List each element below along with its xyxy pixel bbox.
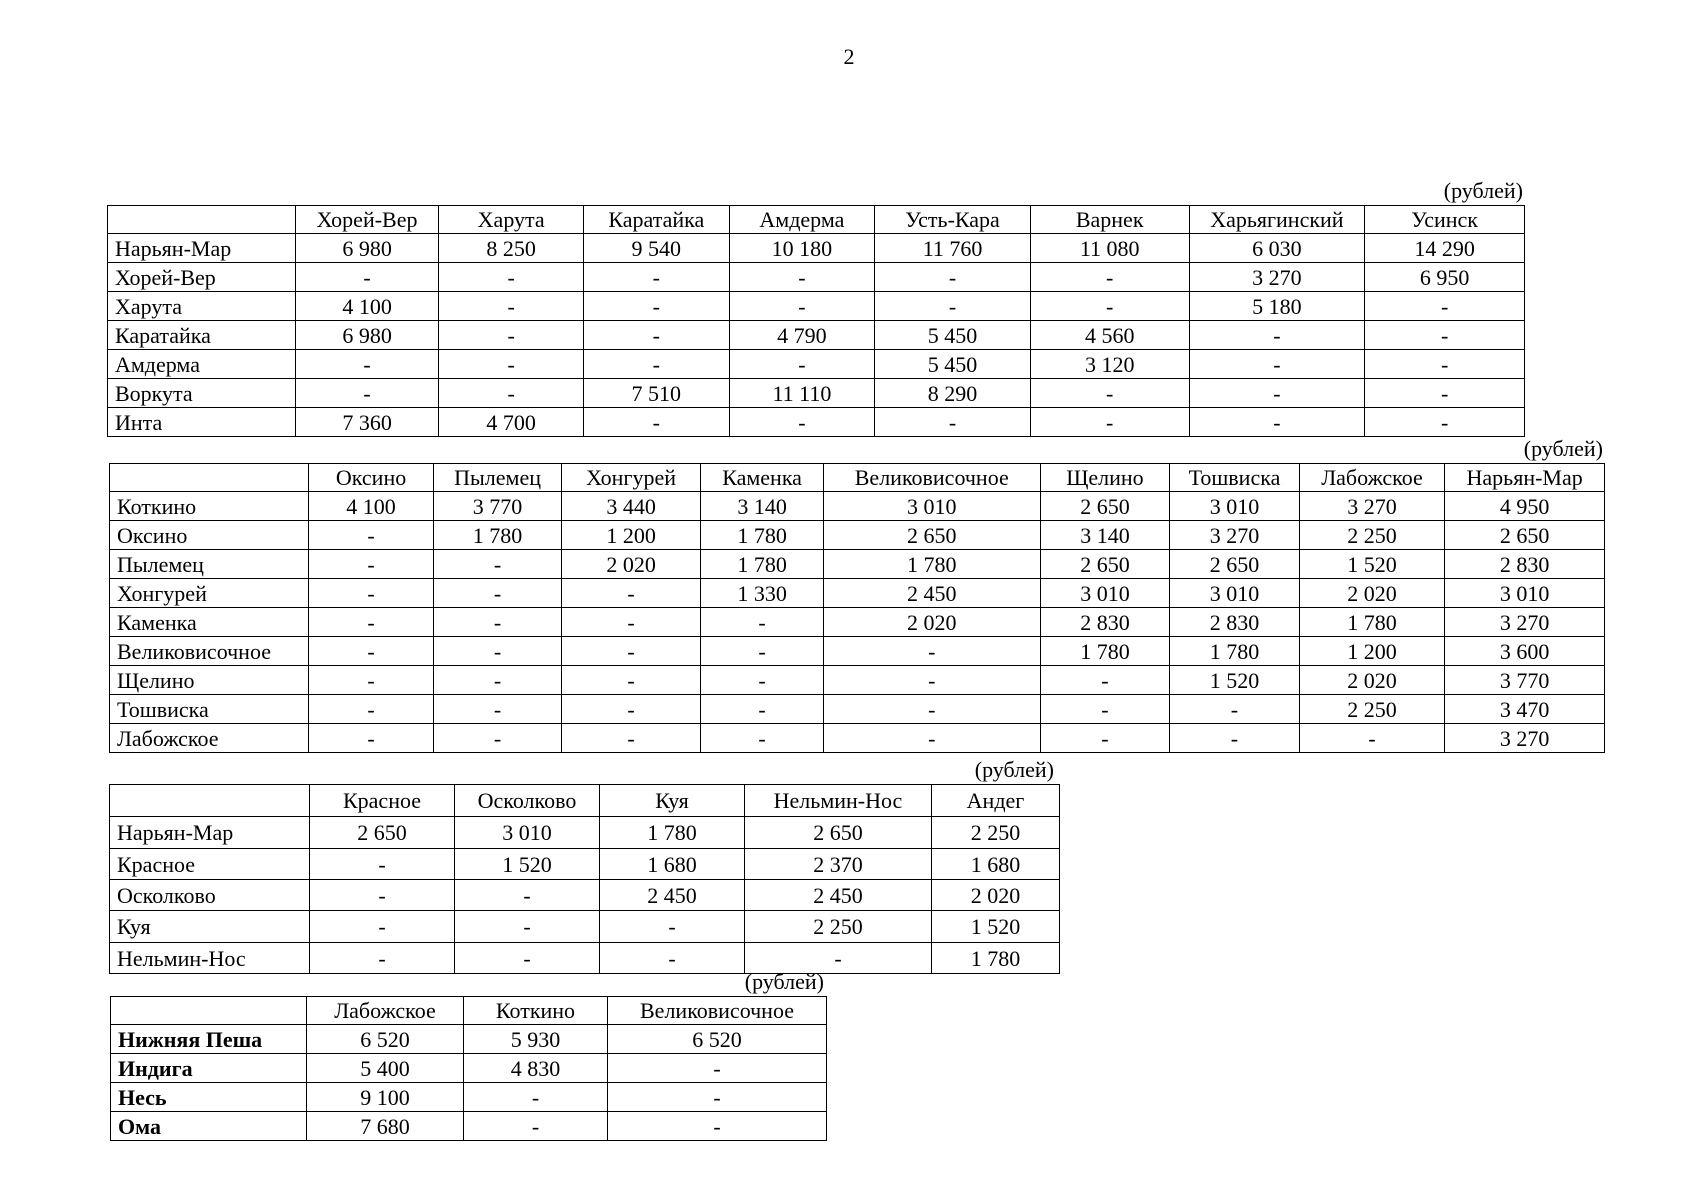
fare-cell: 2 450	[745, 880, 932, 911]
corner-cell	[110, 464, 309, 492]
fare-cell: -	[439, 350, 584, 379]
fare-cell: 10 180	[729, 234, 875, 263]
fare-cell: 4 830	[464, 1054, 608, 1083]
fare-cell: 3 770	[1445, 666, 1605, 695]
row-origin-label: Оксино	[110, 521, 309, 550]
fare-cell: 2 830	[1445, 550, 1605, 579]
column-header: Тошвиска	[1170, 464, 1300, 492]
fare-cell: -	[308, 666, 434, 695]
fare-cell: 3 140	[1040, 521, 1170, 550]
table-row	[108, 234, 1525, 263]
fare-cell: -	[1189, 350, 1365, 379]
fare-cell: -	[561, 666, 701, 695]
table-row	[110, 521, 1605, 550]
fare-cell: -	[1170, 724, 1300, 753]
fare-cell: -	[310, 880, 455, 911]
table-row	[110, 550, 1605, 579]
fare-cell: -	[1040, 666, 1170, 695]
fare-cell: -	[310, 911, 455, 943]
column-header: Пылемец	[434, 464, 562, 492]
fare-cell: 3 270	[1299, 492, 1445, 521]
fare-cell: 9 100	[307, 1083, 464, 1112]
fare-cell: -	[561, 695, 701, 724]
fare-cell: 1 780	[600, 817, 745, 849]
fare-cell: 1 680	[600, 849, 745, 880]
fare-cell: 5 400	[307, 1054, 464, 1083]
fare-cell: 1 330	[701, 579, 823, 608]
column-header: Осколково	[455, 785, 600, 817]
fare-cell: -	[729, 263, 875, 292]
fare-cell: 2 650	[745, 817, 932, 849]
fare-cell: -	[1040, 724, 1170, 753]
table-row	[110, 817, 1060, 849]
page-number: 2	[843, 44, 855, 69]
fare-cell: 5 450	[875, 350, 1031, 379]
fare-cell: 1 780	[823, 550, 1040, 579]
fare-cell: 1 520	[1170, 666, 1300, 695]
row-origin-label: Великовисочное	[110, 637, 309, 666]
fare-cell: 6 030	[1189, 234, 1365, 263]
fare-cell: -	[439, 379, 584, 408]
fare-cell: 4 700	[439, 408, 584, 437]
fare-cell: -	[1189, 321, 1365, 350]
fare-table-block-4	[110, 968, 826, 1141]
fare-cell: -	[875, 292, 1031, 321]
fare-cell: -	[434, 666, 562, 695]
column-header: Хонгурей	[561, 464, 701, 492]
column-header: Усинск	[1365, 206, 1525, 234]
table-row	[110, 637, 1605, 666]
fare-cell: 3 470	[1445, 695, 1605, 724]
fare-cell: 2 250	[1299, 521, 1445, 550]
column-header: Харьягинский	[1189, 206, 1365, 234]
fare-cell: 1 200	[561, 521, 701, 550]
fare-cell: -	[583, 408, 729, 437]
fare-cell: -	[583, 292, 729, 321]
column-header: Каратайка	[583, 206, 729, 234]
fare-cell: 3 770	[434, 492, 562, 521]
row-origin-label: Лабожское	[110, 724, 309, 753]
table-header-row	[108, 206, 1525, 234]
fare-cell: -	[745, 943, 932, 974]
fare-cell: -	[823, 695, 1040, 724]
fare-cell: 4 790	[729, 321, 875, 350]
fare-cell: 3 270	[1445, 724, 1605, 753]
fare-cell: -	[1030, 379, 1189, 408]
fare-cell: -	[701, 695, 823, 724]
fare-cell: -	[308, 550, 434, 579]
fare-cell: 5 180	[1189, 292, 1365, 321]
fare-cell: -	[464, 1112, 608, 1141]
fare-cell: 1 780	[1040, 637, 1170, 666]
currency-unit-label: (рублей)	[744, 969, 824, 994]
fare-cell: -	[729, 350, 875, 379]
fare-cell: 3 010	[455, 817, 600, 849]
column-header: Нарьян-Мар	[1445, 464, 1605, 492]
fare-cell: 2 450	[600, 880, 745, 911]
table-row	[108, 321, 1525, 350]
fare-cell: -	[701, 608, 823, 637]
fare-cell: 9 540	[583, 234, 729, 263]
table-header-row	[110, 464, 1605, 492]
fare-cell: -	[600, 911, 745, 943]
table-row	[110, 724, 1605, 753]
currency-unit-label: (рублей)	[1523, 436, 1603, 461]
fare-cell: 3 270	[1189, 263, 1365, 292]
fare-cell: 11 760	[875, 234, 1031, 263]
fare-cell: 3 140	[701, 492, 823, 521]
table-row	[110, 880, 1060, 911]
fare-cell: 7 680	[307, 1112, 464, 1141]
fare-cell: -	[608, 1054, 827, 1083]
fare-cell: 7 360	[295, 408, 439, 437]
fare-cell: 3 600	[1445, 637, 1605, 666]
fare-cell: -	[464, 1083, 608, 1112]
fare-cell: 1 780	[1299, 608, 1445, 637]
table-row	[108, 408, 1525, 437]
fare-cell: 3 120	[1030, 350, 1189, 379]
fare-cell: -	[875, 408, 1031, 437]
fare-cell: -	[583, 263, 729, 292]
fare-cell: 1 780	[434, 521, 562, 550]
fare-cell: -	[1365, 379, 1525, 408]
fare-cell: -	[1365, 292, 1525, 321]
fare-cell: 1 520	[1299, 550, 1445, 579]
table-row	[111, 1112, 827, 1141]
row-origin-label: Куя	[110, 911, 310, 943]
fare-cell: -	[455, 911, 600, 943]
fare-table	[110, 996, 827, 1141]
row-origin-label: Хонгурей	[110, 579, 309, 608]
fare-cell: 2 020	[823, 608, 1040, 637]
corner-cell	[111, 997, 307, 1025]
fare-cell: -	[439, 292, 584, 321]
row-origin-label: Амдерма	[108, 350, 296, 379]
fare-cell: -	[310, 849, 455, 880]
fare-cell: 2 650	[1170, 550, 1300, 579]
row-origin-label: Инта	[108, 408, 296, 437]
corner-cell	[110, 785, 310, 817]
fare-cell: -	[729, 292, 875, 321]
fare-cell: -	[600, 943, 745, 974]
fare-cell: 5 450	[875, 321, 1031, 350]
column-header: Харута	[439, 206, 584, 234]
fare-cell: -	[823, 637, 1040, 666]
table-row	[111, 1025, 827, 1054]
fare-cell: -	[1299, 724, 1445, 753]
fare-cell: 2 250	[1299, 695, 1445, 724]
fare-cell: 2 650	[1040, 492, 1170, 521]
fare-cell: -	[561, 608, 701, 637]
table-row	[108, 292, 1525, 321]
fare-cell: -	[308, 724, 434, 753]
fare-cell: -	[823, 724, 1040, 753]
fare-cell: 3 440	[561, 492, 701, 521]
column-header: Красное	[310, 785, 455, 817]
table-row	[110, 492, 1605, 521]
fare-cell: 3 010	[1170, 492, 1300, 521]
fare-table	[109, 463, 1605, 753]
fare-cell: -	[434, 695, 562, 724]
fare-cell: 1 520	[455, 849, 600, 880]
fare-cell: -	[308, 695, 434, 724]
row-origin-label: Хорей-Вер	[108, 263, 296, 292]
column-header: Каменка	[701, 464, 823, 492]
fare-cell: -	[583, 350, 729, 379]
table-header-row	[111, 997, 827, 1025]
fare-cell: 2 450	[823, 579, 1040, 608]
table-row	[110, 608, 1605, 637]
fare-cell: -	[1365, 350, 1525, 379]
fare-cell: -	[1170, 695, 1300, 724]
fare-cell: 2 020	[932, 880, 1060, 911]
row-origin-label: Тошвиска	[110, 695, 309, 724]
fare-cell: 2 830	[1170, 608, 1300, 637]
column-header: Нельмин-Нос	[745, 785, 932, 817]
row-origin-label: Осколково	[110, 880, 310, 911]
fare-cell: -	[1030, 408, 1189, 437]
row-origin-label: Несь	[111, 1083, 307, 1112]
row-origin-label: Пылемец	[110, 550, 309, 579]
row-origin-label: Нельмин-Нос	[110, 943, 310, 974]
fare-cell: 2 020	[1299, 579, 1445, 608]
corner-cell	[108, 206, 296, 234]
column-header: Лабожское	[307, 997, 464, 1025]
fare-cell: -	[823, 666, 1040, 695]
fare-cell: -	[1030, 292, 1189, 321]
fare-cell: 14 290	[1365, 234, 1525, 263]
fare-cell: 2 650	[1040, 550, 1170, 579]
fare-cell: 6 520	[307, 1025, 464, 1054]
fare-cell: -	[434, 608, 562, 637]
table-row	[111, 1054, 827, 1083]
fare-cell: -	[1040, 695, 1170, 724]
row-origin-label: Каратайка	[108, 321, 296, 350]
fare-cell: 1 780	[701, 550, 823, 579]
currency-unit-label: (рублей)	[1443, 178, 1523, 203]
table-row	[108, 379, 1525, 408]
column-header: Великовисочное	[608, 997, 827, 1025]
table-row	[108, 350, 1525, 379]
row-origin-label: Нарьян-Мар	[108, 234, 296, 263]
fare-cell: 1 780	[932, 943, 1060, 974]
row-origin-label: Нарьян-Мар	[110, 817, 310, 849]
fare-cell: 2 830	[1040, 608, 1170, 637]
row-origin-label: Каменка	[110, 608, 309, 637]
row-origin-label: Красное	[110, 849, 310, 880]
fare-cell: -	[439, 263, 584, 292]
fare-cell: -	[1189, 379, 1365, 408]
fare-cell: -	[701, 666, 823, 695]
fare-cell: 2 250	[932, 817, 1060, 849]
fare-cell: -	[608, 1083, 827, 1112]
fare-cell: 2 020	[561, 550, 701, 579]
fare-cell: 2 650	[1445, 521, 1605, 550]
fare-cell: 1 520	[932, 911, 1060, 943]
fare-cell: -	[434, 550, 562, 579]
fare-table-block-1	[107, 177, 1525, 437]
fare-cell: -	[583, 321, 729, 350]
fare-table	[109, 784, 1060, 974]
fare-cell: -	[561, 579, 701, 608]
column-header: Лабожское	[1299, 464, 1445, 492]
fare-cell: -	[295, 263, 439, 292]
fare-cell: -	[875, 263, 1031, 292]
fare-cell: 11 080	[1030, 234, 1189, 263]
fare-cell: 2 650	[310, 817, 455, 849]
fare-cell: 1 780	[701, 521, 823, 550]
fare-cell: 4 100	[295, 292, 439, 321]
table-row	[110, 666, 1605, 695]
column-header: Куя	[600, 785, 745, 817]
fare-cell: 1 780	[1170, 637, 1300, 666]
column-header: Андег	[932, 785, 1060, 817]
fare-cell: 3 010	[1445, 579, 1605, 608]
fare-cell: 2 250	[745, 911, 932, 943]
fare-cell: -	[1189, 408, 1365, 437]
table-row	[110, 849, 1060, 880]
fare-cell: -	[308, 637, 434, 666]
fare-cell: -	[701, 637, 823, 666]
fare-cell: 3 010	[1170, 579, 1300, 608]
fare-cell: -	[434, 579, 562, 608]
table-header-row	[110, 785, 1060, 817]
column-header: Коткино	[464, 997, 608, 1025]
column-header: Великовисочное	[823, 464, 1040, 492]
fare-cell: -	[701, 724, 823, 753]
fare-cell: 6 950	[1365, 263, 1525, 292]
fare-cell: 1 680	[932, 849, 1060, 880]
fare-cell: -	[434, 637, 562, 666]
fare-cell: -	[308, 579, 434, 608]
column-header: Щелино	[1040, 464, 1170, 492]
fare-cell: 2 020	[1299, 666, 1445, 695]
fare-cell: 3 270	[1445, 608, 1605, 637]
table-row	[110, 579, 1605, 608]
fare-cell: -	[561, 724, 701, 753]
row-origin-label: Харута	[108, 292, 296, 321]
fare-table	[107, 205, 1525, 437]
fare-cell: 7 510	[583, 379, 729, 408]
row-origin-label: Воркута	[108, 379, 296, 408]
column-header: Хорей-Вер	[295, 206, 439, 234]
fare-cell: -	[561, 637, 701, 666]
column-header: Амдерма	[729, 206, 875, 234]
column-header: Оксино	[308, 464, 434, 492]
fare-cell: 8 250	[439, 234, 584, 263]
fare-cell: -	[1365, 408, 1525, 437]
fare-cell: 6 980	[295, 321, 439, 350]
fare-cell: 5 930	[464, 1025, 608, 1054]
fare-cell: 4 950	[1445, 492, 1605, 521]
fare-cell: -	[1030, 263, 1189, 292]
row-origin-label: Индига	[111, 1054, 307, 1083]
fare-cell: -	[455, 943, 600, 974]
fare-cell: 3 010	[823, 492, 1040, 521]
fare-cell: -	[729, 408, 875, 437]
table-row	[110, 911, 1060, 943]
currency-unit-label: (рублей)	[974, 757, 1054, 782]
row-origin-label: Щелино	[110, 666, 309, 695]
fare-cell: -	[608, 1112, 827, 1141]
fare-cell: 2 650	[823, 521, 1040, 550]
row-origin-label: Коткино	[110, 492, 309, 521]
fare-table-block-3	[109, 756, 1056, 974]
fare-cell: -	[295, 350, 439, 379]
fare-cell: -	[439, 321, 584, 350]
row-origin-label: Ома	[111, 1112, 307, 1141]
fare-cell: -	[308, 521, 434, 550]
table-row	[110, 695, 1605, 724]
fare-cell: 6 980	[295, 234, 439, 263]
fare-cell: 8 290	[875, 379, 1031, 408]
fare-cell: 1 200	[1299, 637, 1445, 666]
fare-cell: 4 560	[1030, 321, 1189, 350]
fare-cell: -	[1365, 321, 1525, 350]
fare-cell: -	[308, 608, 434, 637]
fare-cell: -	[310, 943, 455, 974]
fare-cell: 6 520	[608, 1025, 827, 1054]
fare-cell: 4 100	[308, 492, 434, 521]
fare-cell: 11 110	[729, 379, 875, 408]
fare-table-block-2	[109, 435, 1605, 753]
fare-cell: -	[295, 379, 439, 408]
column-header: Варнек	[1030, 206, 1189, 234]
table-row	[111, 1083, 827, 1112]
fare-cell: 3 270	[1170, 521, 1300, 550]
fare-cell: -	[434, 724, 562, 753]
fare-cell: 3 010	[1040, 579, 1170, 608]
table-row	[108, 263, 1525, 292]
row-origin-label: Нижняя Пеша	[111, 1025, 307, 1054]
fare-cell: -	[455, 880, 600, 911]
fare-cell: 2 370	[745, 849, 932, 880]
column-header: Усть-Кара	[875, 206, 1031, 234]
